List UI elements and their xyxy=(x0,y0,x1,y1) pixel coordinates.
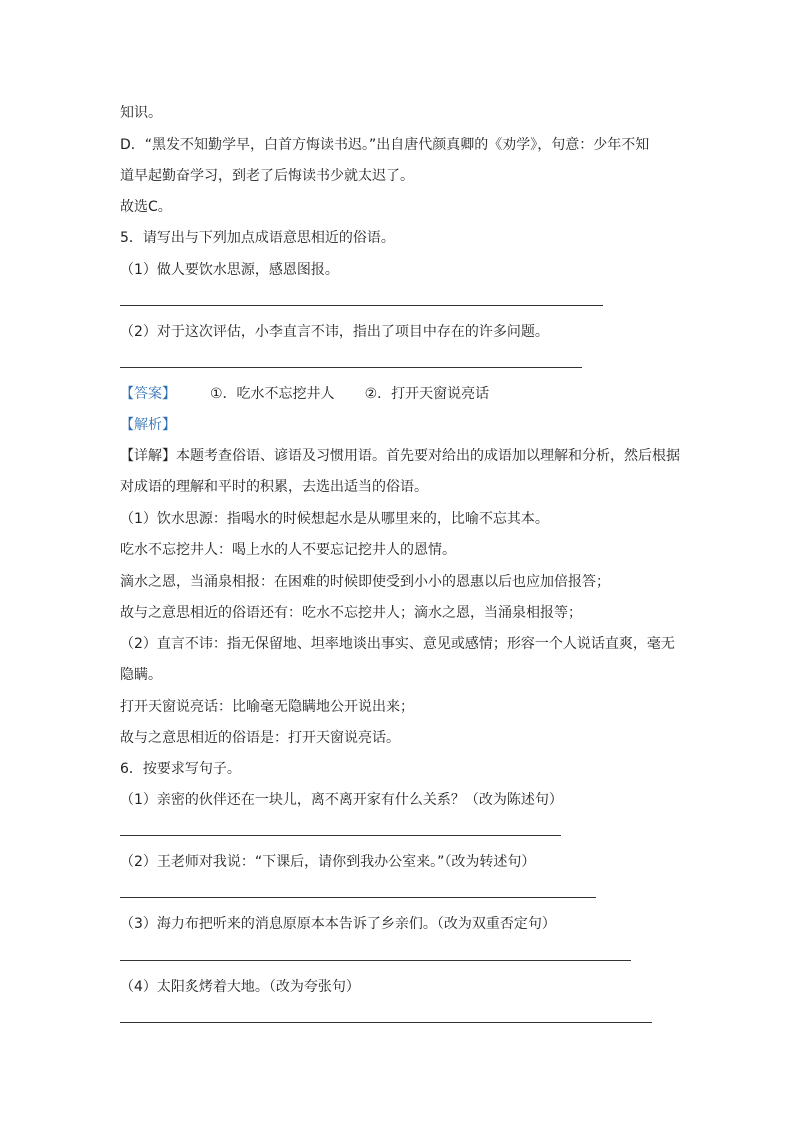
question-6-title: 6．按要求写句子。 xyxy=(120,761,241,777)
answer-blank[interactable] xyxy=(120,897,596,898)
text-line: 故选C。 xyxy=(120,199,172,215)
question-5-title: 5．请写出与下列加点成语意思相近的俗语。 xyxy=(120,230,395,246)
answer-tag: 【答案】 xyxy=(120,386,176,402)
question-6-item-3: （3）海力布把听来的消息原原本本告诉了乡亲们。（改为双重否定句） xyxy=(120,916,556,932)
detail-text: 本题考查俗语、谚语及习惯用语。首先要对给出的成语加以理解和分析，然后根据 xyxy=(176,448,680,464)
text-line: 滴水之恩，当涌泉相报：在困难的时候即使受到小小的恩惠以后也应加倍报答； xyxy=(120,574,610,590)
detail-line xyxy=(120,447,680,465)
question-5-item-2: （2）对于这次评估，小李直言不讳，指出了项目中存在的许多问题。 xyxy=(120,324,549,340)
question-6-item-4: （4）太阳炙烤着大地。（改为夸张句） xyxy=(120,979,360,995)
text-line: 道早起勤奋学习，到老了后悔读书少就太迟了。 xyxy=(120,168,414,184)
answer-blank[interactable] xyxy=(120,960,631,961)
detail-tag: 【详解】 xyxy=(120,448,176,464)
question-6-item-1: （1）亲密的伙伴还在一块儿，离不离开家有什么关系？（改为陈述句） xyxy=(120,792,563,808)
text-line: （1）饮水思源：指喝水的时候想起水是从哪里来的，比喻不忘其本。 xyxy=(120,511,549,527)
answer-blank[interactable] xyxy=(120,835,561,836)
answer-blank[interactable] xyxy=(120,1022,652,1023)
text-line: 知识。 xyxy=(120,105,162,121)
text-line: 吃水不忘挖井人：喝上水的人不要忘记挖井人的恩情。 xyxy=(120,542,456,558)
answer-blank[interactable] xyxy=(120,305,603,306)
answer-blank[interactable] xyxy=(120,367,582,368)
answer-1: ①．吃水不忘挖井人 xyxy=(210,386,335,402)
text-line: D．“黑发不知勤学早，白首方悔读书迟。”出自唐代颜真卿的《劝学》，句意：少年不知 xyxy=(120,137,650,153)
text-line: 打开天窗说亮话：比喻毫无隐瞒地公开说出来； xyxy=(120,699,414,715)
answer-2: ②．打开天窗说亮话 xyxy=(364,386,490,402)
text-line: 隐瞒。 xyxy=(120,667,162,683)
text-line: 故与之意思相近的俗语还有：吃水不忘挖井人；滴水之恩，当涌泉相报等； xyxy=(120,605,582,621)
text-line: 故与之意思相近的俗语是：打开天窗说亮话。 xyxy=(120,730,400,746)
question-5-item-1: （1）做人要饮水思源，感恩图报。 xyxy=(120,262,339,278)
text-line: （2）直言不讳：指无保留地、坦率地谈出事实、意见或感情；形容一个人说话直爽，毫无 xyxy=(120,636,675,652)
analysis-tag: 【解析】 xyxy=(120,417,176,433)
question-6-item-2: （2）王老师对我说：“下课后，请你到我办公室来。”（改为转述句） xyxy=(120,854,536,870)
text-line: 对成语的理解和平时的积累，去选出适当的俗语。 xyxy=(120,479,428,495)
answer-line xyxy=(120,385,489,403)
